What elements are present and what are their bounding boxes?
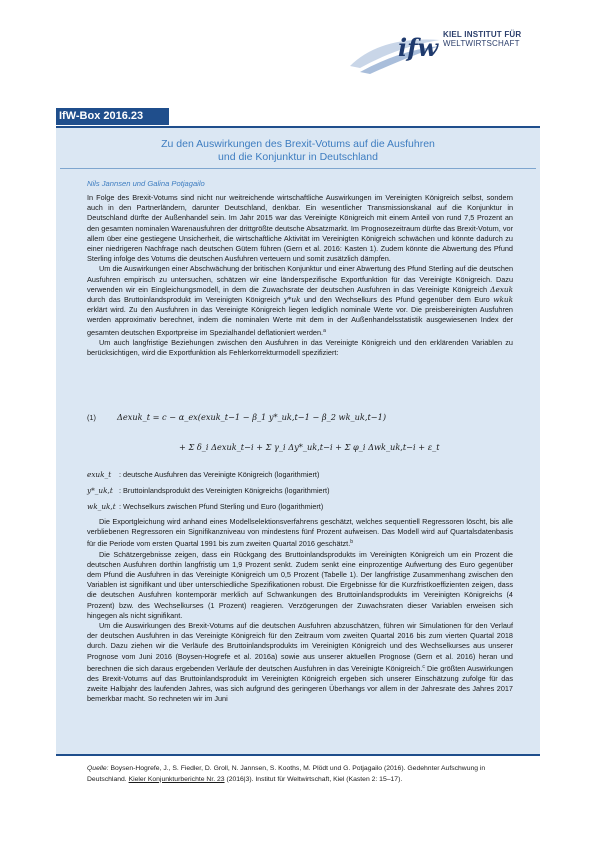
- definition-1-symbol: exuk_t: [87, 470, 112, 479]
- body-text-upper: [87, 193, 513, 358]
- paragraph-5: Die Schätzergebnisse zeigen, dass ein Rückgang des Bruttoinlandsprodukts im Vereinigten Königreich um ein Prozent die deutschen Ausfuhren dorthin langfristig um 1,9 Prozent senkt. Zudem senkt eine einprozentige Aufwertung des Euro gegenüber dem Pfund die Ausfuhren in das Vereinigte Königreich um 0,5 Prozent (Tabelle 1). Der langfristige Zusammenhang zwischen den Variablen ist signifikant und über unterschiedliche Spezifikationen robust. Die Ergebnisse für die Kurzfristkoeffizienten zeigen, dass die deutschen Ausfuhren kontemporär merklich auf Schwankungen des Bruttoinlandsprodukts im Vereinigten Königreichs (4 Prozent) bzw. des Wechselkurses (1 Prozent) reagieren. Verzögerungen der Zuwachsraten dieser Variablen erweisen sich hingegen als nicht signifikant.: [87, 549, 513, 620]
- symbol-wkuk: wkuk: [493, 295, 514, 305]
- definition-2-text: : Bruttoinlandsprodukt des Vereinigten Königreichs (logarithmiert): [119, 486, 330, 495]
- definition-2: [87, 486, 330, 495]
- box-title-line2: und die Konjunktur in Deutschland: [218, 150, 378, 163]
- definition-1: [87, 470, 319, 479]
- box-tag: IfW-Box 2016.23: [56, 108, 169, 125]
- paragraph-2-part-d: erklärt wird. Zu den Ausfuhren in das Vereinigte Königreich liegen lediglich nominale Werte vor. Die preisbereinigten Ausfuhren werden approximativ berechnet, indem die nominalen Werte mit dem in der Außenhandelsstatistik ausgewiesenen Index der gesamten deutschen Exportpreise im Spezialhandel deflationiert werden.: [87, 305, 513, 337]
- source-label: Quelle:: [87, 765, 109, 772]
- footnote-a: a: [323, 327, 326, 334]
- box-title: [56, 138, 540, 163]
- equation-number: (1): [87, 413, 96, 422]
- symbol-dexuk: Δexuk: [490, 284, 513, 294]
- title-divider: [60, 168, 536, 169]
- definition-1-text: : deutsche Ausfuhren das Vereinigte Königreich (logarithmiert): [119, 470, 320, 479]
- paragraph-6-part-a: Um die Auswirkungen des Brexit-Votums auf die deutschen Ausfuhren abzuschätzen, führen wir Simulationen für den Verlauf der deutschen Ausfuhren in das Vereinigte Königreich für den Zeitraum vom zweiten Quartal 2016 bis zum vierten Quartal 2018 durch. Dazu ziehen wir die Verläufe des Bruttoinlandsprodukts im Vereinigten Königreich und des Wechselkurses aus unserer Prognose vom Juni 2016 (Boysen-Hogrefe et al. 2016a) sowie aus unserer aktuellen Prognose (Gern et al. 2016) heran und berechnen die sich daraus ergebenden Verläufe der deutschen Ausfuhren in das Vereinigte Königreich.: [87, 621, 513, 673]
- footnote-c: c: [422, 663, 425, 670]
- paragraph-2: [87, 264, 513, 337]
- paragraph-2-part-c: und den Wechselkurs des Pfund gegenüber dem Euro: [303, 295, 490, 305]
- authors: Nils Jannsen und Galina Potjagailo: [87, 179, 205, 188]
- logo-mark: ifw: [398, 33, 439, 62]
- paragraph-4: [87, 517, 513, 550]
- source-text-b: (2016|3). Institut für Weltwirtschaft, Kiel (Kasten 2: 15–17).: [226, 775, 403, 783]
- body-text-lower: [87, 517, 513, 705]
- equation-line-2: + Σ δ_i Δexuk_t−i + Σ γ_i Δy*_uk,t−i + Σ φ_i Δwk_uk,t−i + ε_t: [179, 442, 440, 452]
- symbol-yuk: y*uk: [283, 295, 301, 305]
- definition-3-text: : Wechselkurs zwischen Pfund Sterling und Euro (logarithmiert): [119, 502, 324, 511]
- definition-3: [87, 502, 323, 511]
- paragraph-6: [87, 621, 513, 705]
- paragraph-6-part-b: Die größten Auswirkungen des Brexit-Votums auf das Bruttoinlandsprodukt im Vereinigten Königreich ergeben sich unserer Einschätzung zufolge für das zweite Halbjahr des laufenden Jahres, was sich aufgrund des geringeren Überhangs vor allem in der Jahresrate des Jahres 2017 bemerkbar macht. So rechneten wir im Juni: [87, 663, 513, 704]
- definition-3-symbol: wk_uk,t: [87, 502, 116, 511]
- equation-line-1: Δexuk_t = c − α_ex(exuk_t−1 − β_1 y*_uk,t−1 − β_2 wk_uk,t−1): [117, 412, 387, 422]
- box-title-line1: Zu den Auswirkungen des Brexit-Votums auf die Ausfuhren: [161, 138, 435, 150]
- paragraph-4-text: Die Exportgleichung wird anhand eines Modellselektionsverfahrens geschätzt, welches sequentiell Regressoren löscht, bis alle verbliebenen Regressoren ein Signifikanzniveau von mindestens fünf Prozent aufweisen. Das Modell wird auf Quartalsdatenbasis für die Periode vom ersten Quartal 1991 bis zum zweiten Quartal 2016 geschätzt.: [87, 517, 513, 549]
- source-link[interactable]: Kieler Konjunkturberichte Nr. 23: [128, 775, 225, 783]
- footnote-b: b: [350, 539, 354, 546]
- source-note: [87, 764, 513, 785]
- definition-2-symbol: y*_uk,t: [87, 486, 113, 495]
- institute-name-line2: WELTWIRTSCHAFT: [443, 39, 520, 48]
- paragraph-1: In Folge des Brexit-Votums sind nicht nur weitreichende wirtschaftliche Auswirkungen im Vereinigten Königreich selbst, sondern auch in den Partnerländern, darunter Deutschland, denkbar. Ein wesentlicher Transmissionskanal auf die Konjunktur in Deutschland dürfte der Außenhandel sein. Im Jahr 2015 war das Vereinigte Königreich mit einem Anteil von rund 7,5 Prozent an den gesamten nominalen Warenausfuhren der drittgrößte deutsche Absatzmarkt. Im Prognosezeitraum dürfte das Brexit-Votum, vor allem über eine gestiegene Unsicherheit, die wirtschaftliche Aktivität im Vereinigten Königreich schwächen und könnte dadurch zu einer niedrigeren Nachfrage nach deutschen Gütern führen (Gern et al. 2016: Kasten 1). Zudem könnte die Abwertung des Pfund Sterling infolge des Votums die deutschen Ausfuhren verteuern und somit zusätzlich dämpfen.: [87, 193, 513, 264]
- paragraph-2-part-b: durch das Bruttoinlandsprodukt im Vereinigten Königreich: [87, 295, 281, 305]
- paragraph-2-part-a: Um die Auswirkungen einer Abschwächung der britischen Konjunktur und einer Abwertung des Pfund Sterling auf die deutschen Ausfuhren empirisch zu untersuchen, schätzen wir eine länderspezifische Exportfunktion für das Vereinigte Königreich. Dazu verwenden wir ein Eingleichungsmodell, in dem die Zuwachsrate der deutschen Ausfuhren in das Vereinigte Königreich: [87, 264, 513, 294]
- paragraph-3: Um auch langfristige Beziehungen zwischen den Ausfuhren in das Vereinigte Königreich und den erklärenden Variablen zu berücksichtigen, wird die Exportfunktion als Fehlerkorrekturmodell spezifiziert:: [87, 337, 513, 358]
- institute-name: [443, 30, 521, 48]
- institute-name-line1: KIEL INSTITUT FÜR: [443, 30, 522, 39]
- source-text-a: Boysen-Hogrefe, J., S. Fiedler, D. Groll, N. Jannsen, S. Kooths, M. Plödt und G. Potjagailo (2016). Gedehnter Aufschwung in Deutschland.: [87, 765, 486, 783]
